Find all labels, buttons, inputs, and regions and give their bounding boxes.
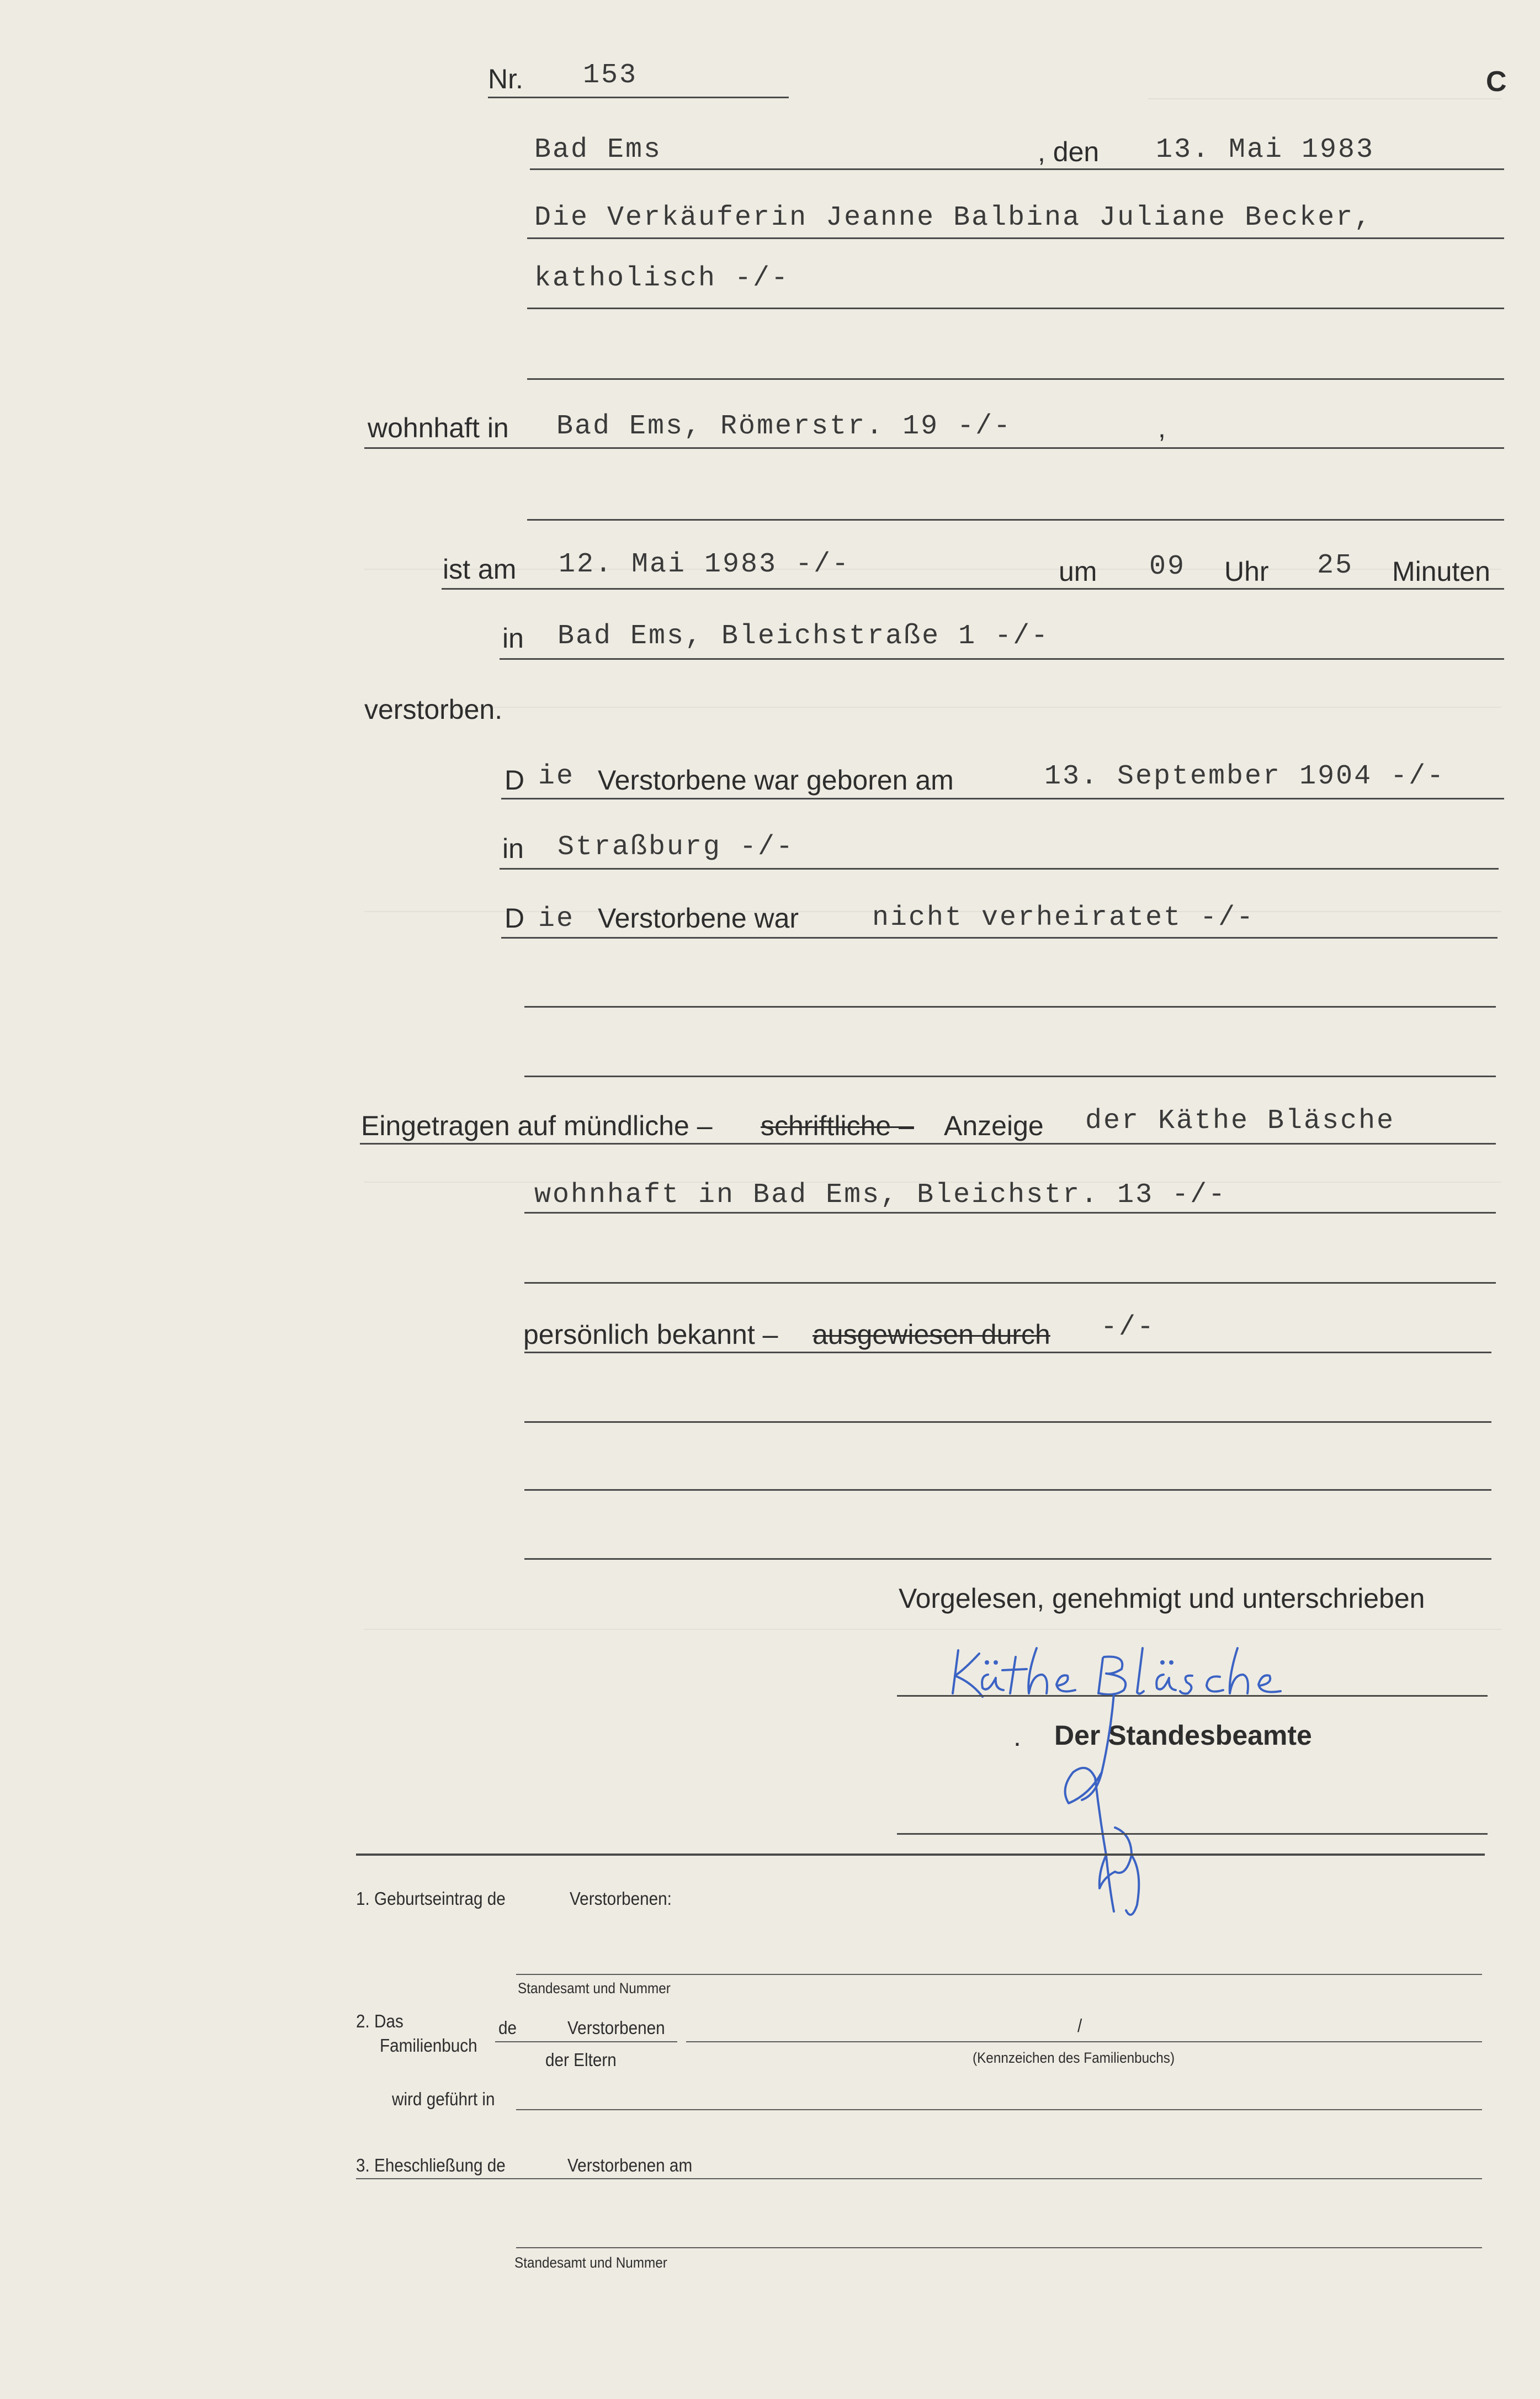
birth-date-rule [501,798,1504,799]
minutes-value: 25 [1317,550,1354,581]
date-line [530,168,1504,170]
reg-label-struck: schriftliche – [761,1110,914,1141]
blank-rule-2 [524,1489,1491,1491]
born-suffix: ie [538,761,575,792]
informant-residence: wohnhaft in Bad Ems, Bleichstr. 13 -/- [534,1179,1227,1211]
birth-entry-rule [516,1974,1482,1975]
extra-rule-2 [524,1076,1496,1077]
fam-no-label: 2. Das [356,2011,403,2031]
nr-value: 153 [583,60,638,91]
dot-label: . [1013,1721,1021,1752]
blank-rule-1 [524,1421,1491,1423]
reg-rule [360,1143,1496,1145]
birth-in-label: in [502,833,524,864]
nr-label: Nr. [488,63,523,94]
marriage-office-label: Standesamt und Nummer [514,2254,667,2271]
birth-place-rule [500,868,1499,870]
residence-value: Bad Ems, Römerstr. 19 -/- [556,411,1012,442]
residence-comma: , [1158,412,1166,443]
person-line2: katholisch -/- [534,263,790,294]
registrar-signature-rule [897,1833,1488,1835]
person-line1: Die Verkäuferin Jeanne Balbina Juliane Becker, [534,202,1373,234]
fam-mark-label: (Kennzeichen des Familienbuchs) [973,2050,1175,2066]
fam-parents-label: der Eltern [545,2050,617,2070]
informant-rule-2 [524,1282,1496,1284]
marriage-rule [356,2178,1482,2179]
known-label: persönlich bekannt – [523,1319,778,1350]
person-line1-rule [527,237,1504,239]
informant-value: der Käthe Bläsche [1085,1105,1395,1137]
extra-rule-1 [524,1006,1496,1008]
marriage-of-label: Verstorbenen am [567,2155,693,2175]
place-value: Bad Ems [534,134,662,166]
known-struck: ausgewiesen durch [813,1319,1050,1350]
verstorben-label: verstorben. [364,694,503,725]
marital-status-value: nicht verheiratet -/- [872,902,1255,934]
known-rule [524,1352,1491,1353]
known-value: -/- [1101,1312,1156,1343]
birth-date-value: 13. September 1904 -/- [1044,761,1446,792]
person-line2-rule [527,308,1504,309]
status-prefix: D [505,903,525,934]
death-place-rule [500,658,1504,660]
fam-of-label: Verstorbenen [567,2017,665,2038]
footer-divider [356,1853,1485,1856]
um-label: um [1059,556,1097,587]
corner-letter: C [1486,66,1507,98]
death-place-value: Bad Ems, Bleichstraße 1 -/- [557,621,1050,652]
den-label: , den [1038,136,1100,167]
born-label: Verstorbene war geboren am [598,765,954,796]
death-in-label: in [502,623,524,654]
registrar-signature-icon [1049,1690,1159,1921]
marital-status-rule [501,937,1497,939]
date-value: 13. Mai 1983 [1156,134,1375,166]
fam-book-label: Familienbuch [380,2035,477,2056]
marriage-label: 3. Eheschließung de [356,2155,506,2175]
registrar-label: Der Standesbeamte [1054,1720,1312,1751]
died-on-rule [442,588,1504,590]
fam-kept-rule [516,2109,1482,2110]
informant-residence-rule [524,1212,1496,1214]
reg-label-a: Eingetragen auf mündliche – [361,1110,713,1141]
marriage-office-rule [516,2247,1482,2248]
birth-entry-label: 1. Geburtseintrag de [356,1888,506,1909]
fam-de-label: de [498,2017,517,2038]
person-line3-rule [527,378,1504,380]
died-on-label: ist am [443,554,517,585]
blank-rule-3 [524,1558,1491,1560]
residence-label: wohnhaft in [368,412,509,443]
informant-signature-rule [897,1695,1488,1697]
hour-value: 09 [1149,551,1186,582]
fam-slash: / [1077,2015,1082,2036]
uhr-label: Uhr [1224,556,1269,587]
residence-rule2 [527,519,1504,521]
died-on-value: 12. Mai 1983 -/- [559,549,851,580]
birth-entry-of-label: Verstorbenen: [570,1888,672,1909]
fam-kept-label: wird geführt in [392,2089,495,2109]
minutes-label: Minuten [1392,556,1490,587]
birth-office-label: Standesamt und Nummer [518,1980,671,1996]
fam-book-rule [686,2041,1482,2042]
born-prefix: D [505,765,525,796]
nr-line [488,97,789,98]
status-label: Verstorbene war [598,903,799,934]
status-suffix: ie [538,903,575,935]
residence-rule [364,447,1504,449]
fam-of-rule [495,2041,677,2042]
reg-label-b: Anzeige [944,1110,1044,1141]
closing-text: Vorgelesen, genehmigt und unterschrieben [899,1583,1425,1614]
birth-place-value: Straßburg -/- [557,832,795,863]
